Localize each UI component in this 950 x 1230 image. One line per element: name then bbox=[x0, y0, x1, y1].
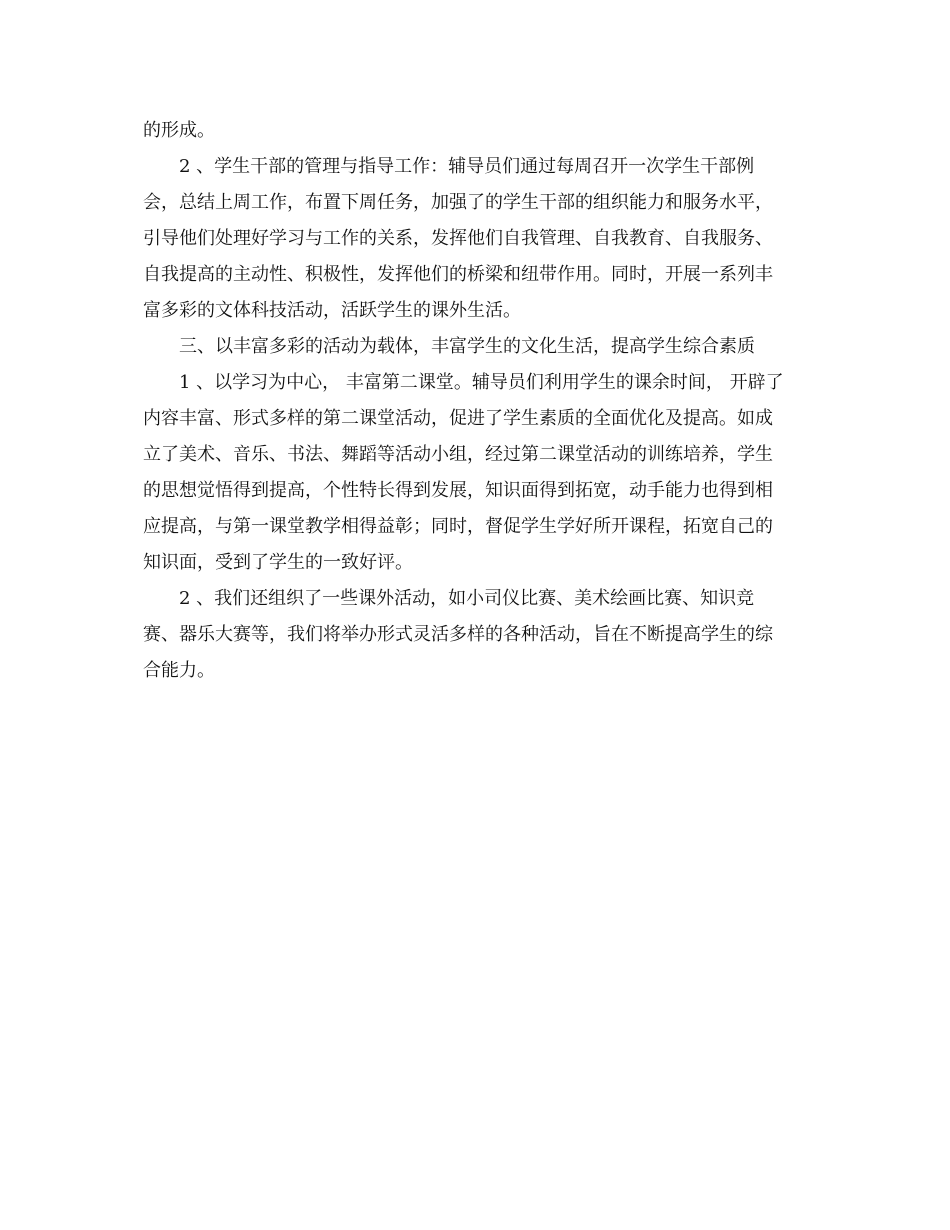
text-line: 立了美术、音乐、书法、舞蹈等活动小组，经过第二课堂活动的训练培养，学生 bbox=[143, 444, 773, 465]
text-line: 自我提高的主动性、积极性，发挥他们的桥梁和纽带作用。同时，开展一系列丰 bbox=[143, 264, 773, 285]
text-line: 应提高，与第一课堂教学相得益彰；同时，督促学生学好所开课程，拓宽自己的 bbox=[143, 516, 773, 537]
paragraph-start-line: 1 、以学习为中心， 丰富第二课堂。辅导员们利用学生的课余时间， 开辟了 bbox=[179, 372, 784, 393]
text-line: 的思想觉悟得到提高，个性特长得到发展，知识面得到拓宽，动手能力也得到相 bbox=[143, 480, 773, 501]
text-line: 引导他们处理好学习与工作的关系，发挥他们自我管理、自我教育、自我服务、 bbox=[143, 228, 773, 249]
text-line: 赛、器乐大赛等，我们将举办形式灵活多样的各种活动，旨在不断提高学生的综 bbox=[143, 624, 773, 645]
text-line: 合能力。 bbox=[143, 660, 215, 681]
text-line: 会，总结上周工作，布置下周任务，加强了的学生干部的组织能力和服务水平， bbox=[143, 192, 773, 213]
section-heading: 三、以丰富多彩的活动为载体，丰富学生的文化生活，提高学生综合素质 bbox=[179, 336, 755, 357]
text-line: 内容丰富、形式多样的第二课堂活动，促进了学生素质的全面优化及提高。如成 bbox=[143, 408, 773, 429]
paragraph-start-line: 2 、学生干部的管理与指导工作：辅导员们通过每周召开一次学生干部例 bbox=[179, 156, 755, 177]
text-line: 知识面，受到了学生的一致好评。 bbox=[143, 552, 413, 573]
text-line: 的形成。 bbox=[143, 120, 215, 141]
paragraph-start-line: 2 、我们还组织了一些课外活动，如小司仪比赛、美术绘画比赛、知识竞 bbox=[179, 588, 755, 609]
body-text bbox=[143, 113, 808, 689]
text-line: 富多彩的文体科技活动，活跃学生的课外生活。 bbox=[143, 300, 521, 321]
